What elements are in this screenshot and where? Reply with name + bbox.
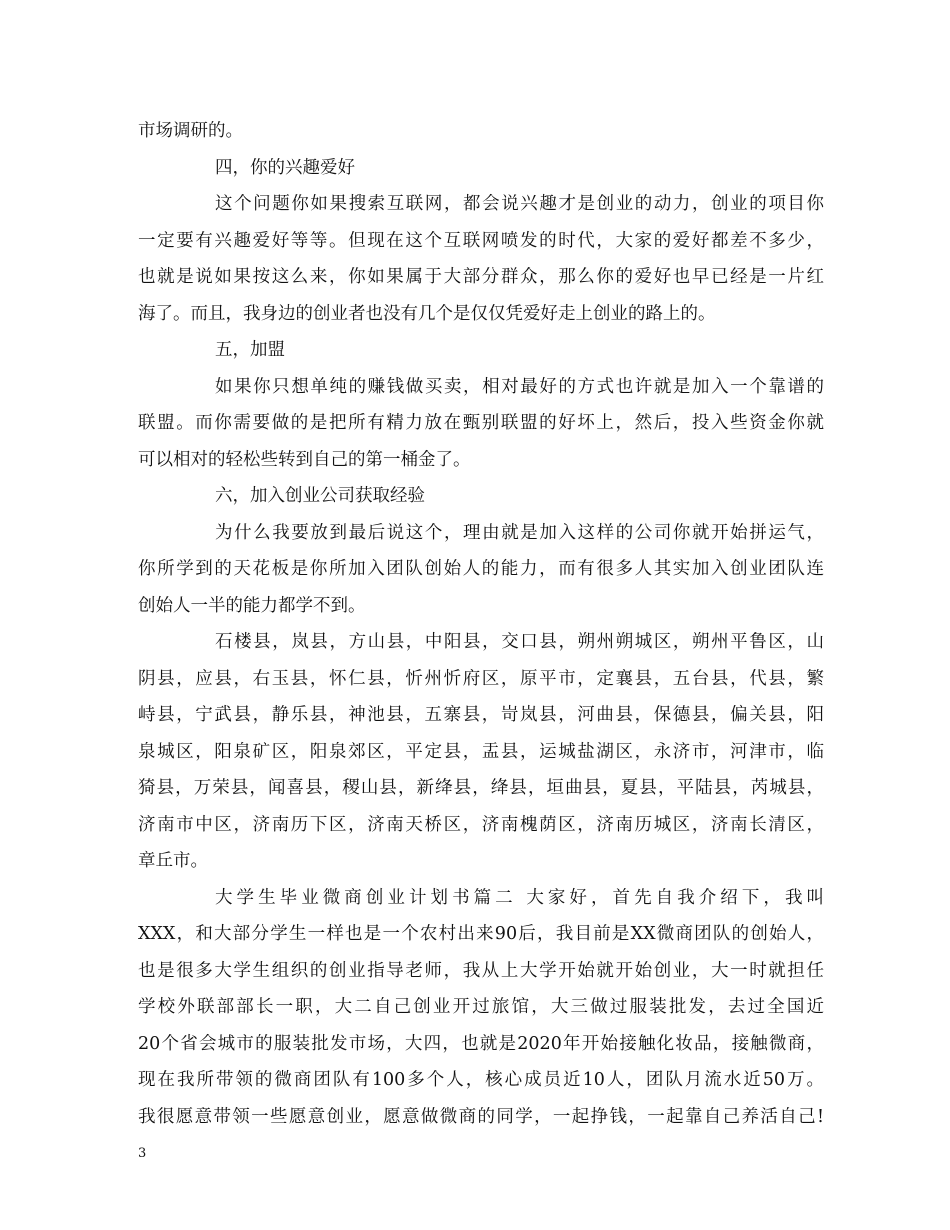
text-line: 石楼县，岚县，方山县，中阳县，交口县，朔州朔城区，朔州平鲁区，山 (215, 632, 824, 652)
text-line: 20个省会城市的服装批发市场，大四，也就是2020年开始接触化妆品，接触微商， (138, 1033, 824, 1054)
text-line: 阴县，应县，右玉县，怀仁县，忻州忻府区，原平市，定襄县，五台县，代县，繁 (138, 668, 824, 689)
text-line: 为什么我要放到最后说这个，理由就是加入这样的公司你就开始拼运气， (215, 522, 824, 543)
section-heading: 四，你的兴趣爱好 (215, 157, 355, 178)
text-line: 也是很多大学生组织的创业指导老师，我从上大学开始就开始创业，大一时就担任 (138, 960, 824, 981)
section-heading: 五，加盟 (215, 340, 285, 360)
text-line: 如果你只想单纯的赚钱做买卖，相对最好的方式也许就是加入一个靠谱的 (215, 376, 824, 397)
document-body (138, 113, 824, 1135)
text-line: 海了。而且，我身边的创业者也没有几个是仅仅凭爱好走上创业的路上的。 (138, 303, 716, 324)
text-line: 可以相对的轻松些转到自己的第一桶金了。 (138, 449, 471, 470)
text-line: 学校外联部部长一职，大二自己创业开过旅馆，大三做过服装批发，去过全国近 (138, 997, 824, 1017)
page-number: 3 (138, 1146, 147, 1161)
text-line: 大学生毕业微商创业计划书篇二 大家好，首先自我介绍下，我叫 (215, 887, 824, 908)
text-line: 济南市中区，济南历下区，济南天桥区，济南槐荫区，济南历城区，济南长清区， (138, 814, 824, 835)
section-heading: 六，加入创业公司获取经验 (215, 486, 425, 506)
text-line: 一定要有兴趣爱好等等。但现在这个互联网喷发的时代，大家的爱好都差不多少， (138, 230, 824, 251)
text-line: 我很愿意带领一些愿意创业，愿意做微商的同学，一起挣钱，一起靠自己养活自己! (138, 1106, 824, 1127)
text-line: 市场调研的。 (138, 121, 243, 141)
text-line: 峙县，宁武县，静乐县，神池县，五寨县，岢岚县，河曲县，保德县，偏关县，阳 (138, 705, 824, 725)
text-line: 猗县，万荣县，闻喜县，稷山县，新绛县，绛县，垣曲县，夏县，平陆县，芮城县， (138, 778, 824, 798)
text-line: 这个问题你如果搜索互联网，都会说兴趣才是创业的动力，创业的项目你 (215, 194, 824, 214)
text-line: 泉城区，阳泉矿区，阳泉郊区，平定县，盂县，运城盐湖区，永济市，河津市，临 (138, 741, 824, 762)
text-line: 现在我所带领的微商团队有100多个人，核心成员近10人，团队月流水近50万。 (138, 1070, 824, 1090)
text-line: XXX，和大部分学生一样也是一个农村出来90后，我目前是XX微商团队的创始人， (138, 924, 824, 944)
text-line: 也就是说如果按这么来，你如果属于大部分群众，那么你的爱好也早已经是一片红 (138, 267, 824, 287)
text-line: 联盟。而你需要做的是把所有精力放在甄别联盟的好坏上，然后，投入些资金你就 (138, 413, 824, 433)
text-line: 创始人一半的能力都学不到。 (138, 595, 366, 616)
text-line: 你所学到的天花板是你所加入团队创始人的能力，而有很多人其实加入创业团队连 (138, 559, 824, 579)
text-line: 章丘市。 (138, 851, 208, 871)
